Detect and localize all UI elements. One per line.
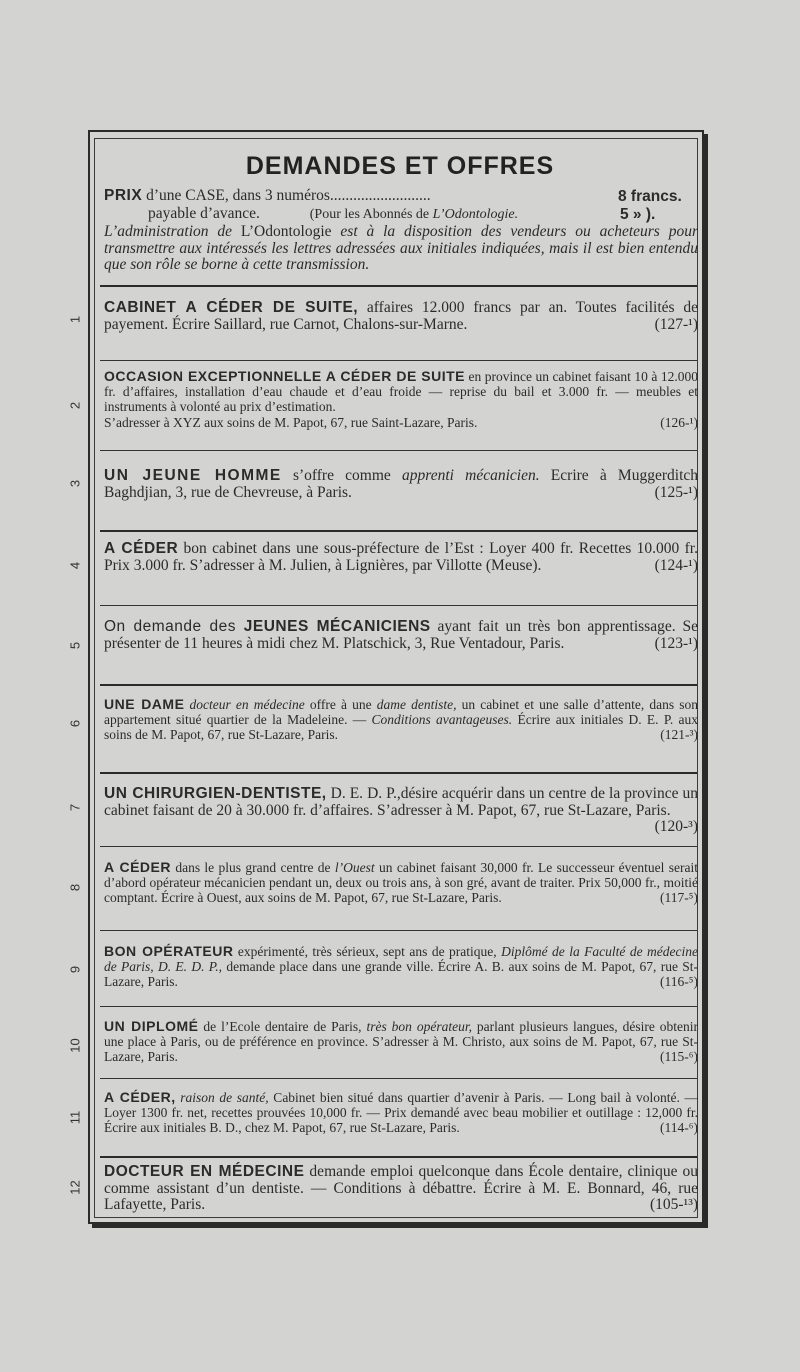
advance-text: payable d’avance. [148, 205, 260, 222]
ad-ref: (105-¹³) [649, 1196, 698, 1214]
ad-3 [104, 468, 698, 501]
ad-number: 7 [67, 803, 83, 812]
divider [100, 1156, 697, 1158]
ad-body-2: Ecrire à Muggerditch Baghdjian, 3, rue de Chevreuse, à Paris. [104, 467, 699, 501]
ad-italic: très bon opérateur, [366, 1019, 472, 1034]
ad-body: demande emploi quelconque dans École dentaire, clinique ou comme assistant d’un dentiste. — Conditions à débattre. Écrire à M. E. Bonnard, 46, rue Lafayette, Paris. [104, 1163, 698, 1214]
ad-ref: (127-¹) [654, 315, 698, 333]
page-title: DEMANDES ET OFFRES [245, 152, 555, 180]
ad-body: en province un cabinet faisant 10 à 12.000 fr. d’affaires, installation d’eau chaude et d’eau froide — reprise du bail et 3.000 fr. — meubles et instruments à volonté au prix d’estimation. [104, 369, 698, 415]
ad-7 [104, 786, 698, 836]
divider [100, 846, 697, 847]
ad-body: de l’Ecole dentaire de Paris, [198, 1019, 367, 1034]
ad-2 [104, 369, 698, 430]
ad-heading: BON OPÉRATEUR [104, 943, 234, 959]
divider [100, 605, 697, 606]
notice-part-1: L’administration de [104, 223, 241, 240]
ad-heading: UN DIPLOMÉ [104, 1018, 199, 1034]
ad-ref: (120-³) [654, 818, 698, 836]
ad-1 [104, 300, 698, 333]
ad-number: 1 [67, 315, 83, 324]
ad-number: 10 [67, 1038, 83, 1053]
ad-body: bon cabinet dans une sous-préfecture de l’Est : Loyer 400 fr. Recettes 10.000 fr. Prix 3.000 fr. S’adresser à M. Julien, à Lignières, par Villotte (Meuse). [104, 540, 698, 574]
ad-body: ayant fait un très bon apprentissage. Se présenter de 11 heures à midi chez M. Platschick, 3, Rue Ventadour, Paris. [104, 618, 698, 652]
ad-ref: (114-⁶) [660, 1120, 698, 1136]
divider [100, 1006, 697, 1007]
ad-heading: UNE DAME [104, 696, 185, 712]
ad-6 [104, 697, 698, 743]
ad-ref: (121-³) [660, 727, 698, 743]
ad-number: 11 [67, 1110, 83, 1125]
ad-body-2: un cabinet et une salle d’attente, dans son appartement situé quartier de la Madeleine. — [104, 697, 698, 728]
ad-italic-3: Conditions avantageuses. [371, 712, 513, 728]
ad-body-2: un cabinet faisant 30,000 fr. Le successeur éventuel serait d’abord opérateur mécanicien pendant un, deux ou trois ans, à son gré, avant de traiter. Prix 50,000 fr., moitié comptant. Écrire à Ouest, aux soins de M. Papot, 67, rue St-Lazare, Paris. [104, 860, 698, 906]
ad-body-2: S’adresser à XYZ aux soins de M. Papot, 67, rue Saint-Lazare, Paris. [104, 414, 478, 430]
divider [100, 360, 697, 361]
divider [100, 1078, 697, 1079]
ad-5 [104, 619, 698, 652]
ad-body: dans le plus grand centre de [170, 860, 335, 875]
ad-italic: Diplômé de la Faculté de médecine de Paris, D. E. D. P., [104, 944, 699, 975]
abonnes-text: (Pour les Abonnés de [309, 207, 433, 222]
ad-number: 12 [67, 1180, 83, 1195]
ad-number: 2 [67, 401, 83, 410]
ad-ref: (117-⁵) [660, 890, 698, 906]
ad-number: 3 [67, 479, 83, 488]
ad-body: Cabinet bien situé dans quartier d’avenir à Paris. — Long bail à volonté. — Loyer 1300 fr. net, recettes prouvées 10,000 fr. — Prix demandé avec beau mobilier et outillage : 12,000 fr. Écrire aux initiales B. D., chez M. Papot, 67, rue St-Lazare, Paris. [104, 1090, 698, 1136]
ad-ref: (116-⁵) [660, 974, 698, 990]
divider [100, 530, 697, 532]
divider [100, 930, 697, 931]
divider [100, 684, 697, 686]
prix-label: PRIX [104, 187, 143, 204]
ad-body: D. E. D. P.,désire acquérir dans un centre de la province un cabinet faisant de 20 à 30.000 fr. d’affaires. S’adresser à M. Papot, 67, rue St-Lazare, Paris. [104, 785, 698, 819]
divider [100, 450, 697, 451]
ad-heading: A CÉDER [104, 859, 171, 875]
ad-number: 6 [67, 719, 83, 728]
ad-ref: (123-¹) [654, 634, 698, 652]
ad-ref: (125-¹) [654, 483, 698, 501]
abonnes-journal: L’Odontologie. [432, 207, 519, 222]
ad-heading: UN JEUNE HOMME [104, 467, 282, 484]
ad-body: expérimenté, très sérieux, sept ans de pratique, [233, 944, 502, 959]
ad-heading: A CÉDER, [104, 1089, 176, 1105]
ad-8 [104, 860, 698, 906]
ad-italic: docteur en médecine [184, 697, 305, 712]
ad-9 [104, 944, 698, 990]
divider [100, 285, 697, 287]
ad-heading: CABINET A CÉDER DE SUITE, [104, 299, 359, 316]
price-line [104, 188, 698, 205]
ad-heading: JEUNES MÉCANICIENS [243, 618, 431, 635]
abonnes-value: 5 » ). [620, 206, 656, 223]
ad-ref: (115-⁶) [660, 1049, 698, 1065]
ad-ref: (124-¹) [654, 556, 698, 574]
ad-number: 8 [67, 883, 83, 892]
ad-heading: DOCTEUR EN MÉDECINE [104, 1163, 305, 1180]
notice-journal: L’Odontologie [240, 223, 332, 240]
ad-10 [104, 1019, 698, 1065]
ad-ref: (126-¹) [660, 414, 698, 430]
prix-value: 8 francs. [618, 188, 682, 205]
ad-number: 5 [67, 641, 83, 650]
ad-heading: OCCASION EXCEPTIONNELLE A CÉDER DE SUITE [104, 368, 466, 384]
ad-body-3: Écrire aux initiales D. E. P. aux soins de M. Papot, 67, rue St-Lazare, Paris. [104, 712, 698, 743]
notice-part-2: est à la disposition des vendeurs ou acheteurs pour transmettre aux intéressés les lettres adressées aux initiales indiquées, mais il est bien entendu que son rôle se borne à cette transmission. [104, 223, 698, 274]
ad-italic: raison de santé, [175, 1090, 269, 1105]
ad-body-2: parlant plusieurs langues, désire obtenir une place à Paris, ou de préférence en province. S’adresser à M. Christo, aux soins de M. Papot, 67, rue St-Lazare, Paris. [104, 1019, 699, 1065]
ad-body-2: demande place dans une grande ville. Écrire A. B. aux soins de M. Papot, 67, rue St-Lazare, Paris. [104, 959, 698, 990]
ad-number: 4 [67, 561, 83, 570]
ad-heading: A CÉDER [104, 540, 179, 557]
notice [104, 224, 698, 274]
ad-italic-2: dame dentiste, [376, 697, 457, 712]
ad-number: 9 [67, 965, 83, 974]
ad-body: offre à une [304, 697, 377, 712]
ad-italic: apprenti mécanicien. [402, 467, 540, 484]
ad-body: affaires 12.000 francs par an. Toutes facilités de payement. Écrire Saillard, rue Carnot, Chalons-sur-Marne. [104, 299, 698, 333]
prix-text: d’une CASE, dans 3 numéros.......................... [142, 187, 431, 204]
ad-italic: l’Ouest [334, 860, 375, 875]
ad-4 [104, 541, 698, 574]
ad-body: s’offre comme [281, 467, 402, 484]
ad-pre: On demande des [104, 618, 244, 635]
divider [100, 772, 697, 774]
ad-heading: UN CHIRURGIEN-DENTISTE, [104, 785, 327, 802]
ad-11 [104, 1090, 698, 1136]
ad-12 [104, 1164, 698, 1214]
